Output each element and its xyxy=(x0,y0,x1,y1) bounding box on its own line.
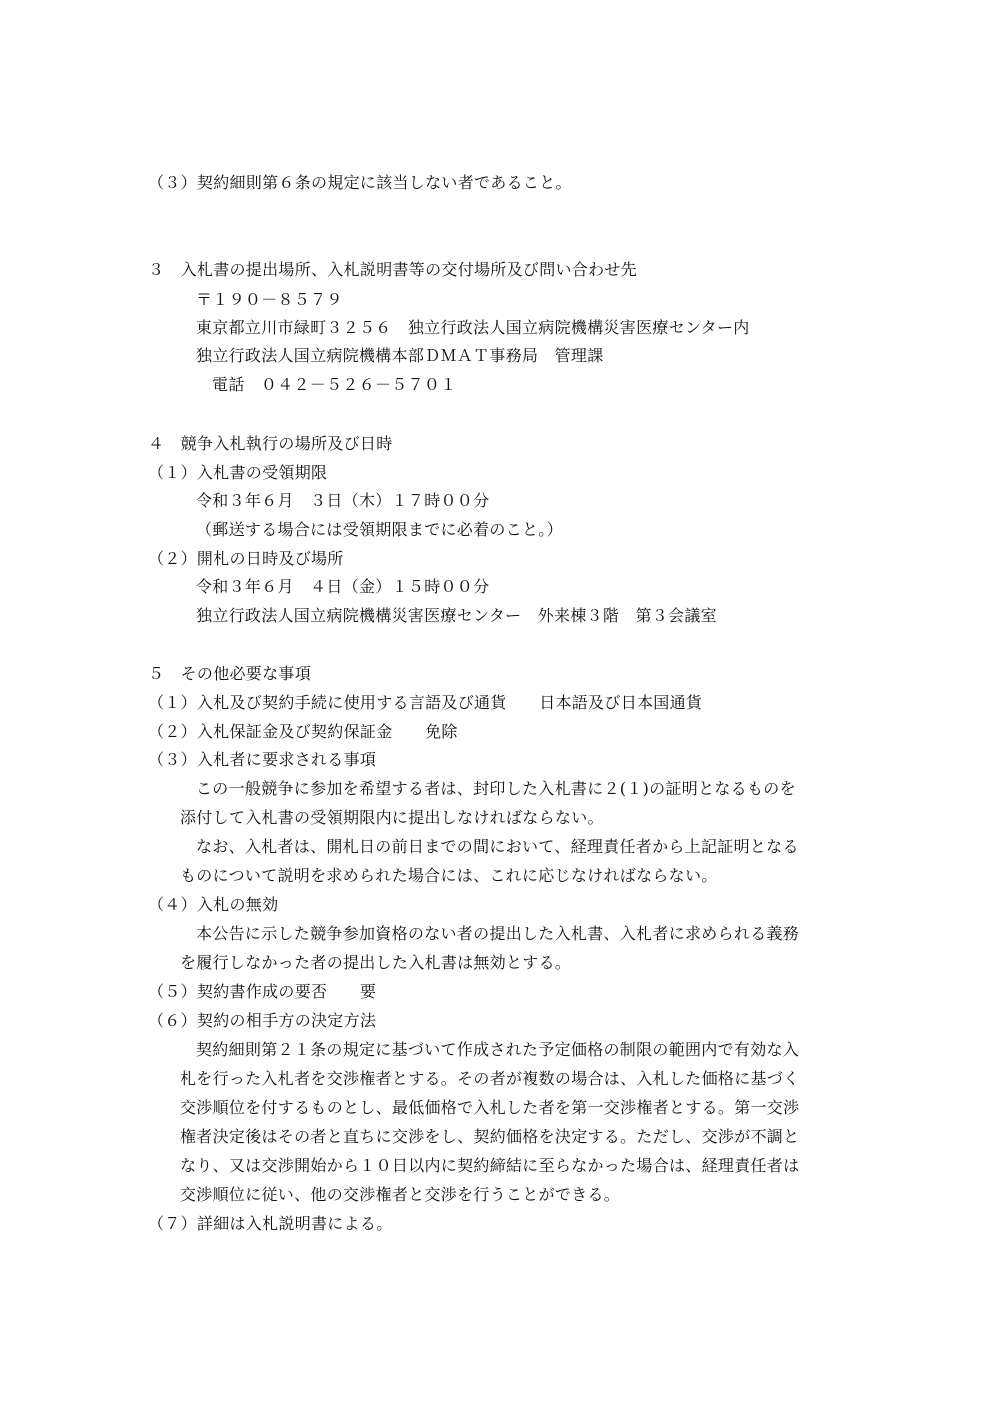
clause-5-3: （３）入札者に要求される事項 xyxy=(148,750,377,769)
clause-4-1: （１）入札書の受領期限 xyxy=(148,463,328,482)
opening-date: 令和３年６月 ４日（金）１５時００分 xyxy=(196,577,490,596)
paragraph-line: 本公告に示した競争参加資格のない者の提出した入札書、入札者に求められる義務 xyxy=(196,924,800,943)
paragraph-line: を履行しなかった者の提出した入札書は無効とする。 xyxy=(180,953,572,972)
opening-place: 独立行政法人国立病院機構災害医療センター 外来棟３階 第３会議室 xyxy=(196,606,717,625)
clause-5-1: （１）入札及び契約手続に使用する言語及び通貨 日本語及び日本国通貨 xyxy=(148,693,703,712)
paragraph-line: 権者決定後はその者と直ちに交渉をし、契約価格を決定する。ただし、交渉が不調と xyxy=(180,1127,800,1146)
paragraph-line: 契約細則第２１条の規定に基づいて作成された予定価格の制限の範囲内で有効な入 xyxy=(196,1040,800,1059)
section-3-heading: ３ 入札書の提出場所、入札説明書等の交付場所及び問い合わせ先 xyxy=(148,260,638,279)
deadline-date: 令和３年６月 ３日（木）１７時００分 xyxy=(196,491,490,510)
mail-note: （郵送する場合には受領期限までに必着のこと。） xyxy=(196,520,563,539)
paragraph-line: 交渉順位を付するものとし、最低価格で入札した者を第一交渉権者とする。第一交渉 xyxy=(180,1098,800,1117)
phone-number: 電話 ０４２－５２６－５７０１ xyxy=(212,375,457,394)
paragraph-line: なり、又は交渉開始から１０日以内に契約締結に至らなかった場合は、経理責任者は xyxy=(180,1156,800,1175)
clause-2-3: （３）契約細則第６条の規定に該当しない者であること。 xyxy=(148,173,572,192)
paragraph-line: この一般競争に参加を希望する者は、封印した入札書に２(１)の証明となるものを xyxy=(196,779,796,798)
clause-4-2: （２）開札の日時及び場所 xyxy=(148,549,344,568)
section-4-heading: ４ 競争入札執行の場所及び日時 xyxy=(148,434,393,453)
paragraph-line: 添付して入札書の受領期限内に提出しなければならない。 xyxy=(180,808,604,827)
clause-5-6: （６）契約の相手方の決定方法 xyxy=(148,1011,377,1030)
address: 東京都立川市緑町３２５６ 独立行政法人国立病院機構災害医療センター内 xyxy=(196,318,750,337)
paragraph-line: 札を行った入札者を交渉権者とする。その者が複数の場合は、入札した価格に基づく xyxy=(180,1069,800,1088)
clause-5-4: （４）入札の無効 xyxy=(148,895,279,914)
paragraph-line: なお、入札者は、開札日の前日までの間において、経理責任者から上記証明となる xyxy=(196,837,799,856)
clause-5-5: （５）契約書作成の要否 要 xyxy=(148,982,377,1001)
paragraph-line: ものについて説明を求められた場合には、これに応じなければならない。 xyxy=(180,866,718,885)
section-5-heading: ５ その他必要な事項 xyxy=(148,664,312,683)
paragraph-line: 交渉順位に従い、他の交渉権者と交渉を行うことができる。 xyxy=(180,1185,621,1204)
clause-5-7: （７）詳細は入札説明書による。 xyxy=(148,1214,393,1233)
clause-5-2: （２）入札保証金及び契約保証金 免除 xyxy=(148,722,458,741)
postal-code: 〒１９０－８５７９ xyxy=(196,290,343,309)
office-name: 独立行政法人国立病院機構本部ＤＭＡＴ事務局 管理課 xyxy=(196,346,604,365)
